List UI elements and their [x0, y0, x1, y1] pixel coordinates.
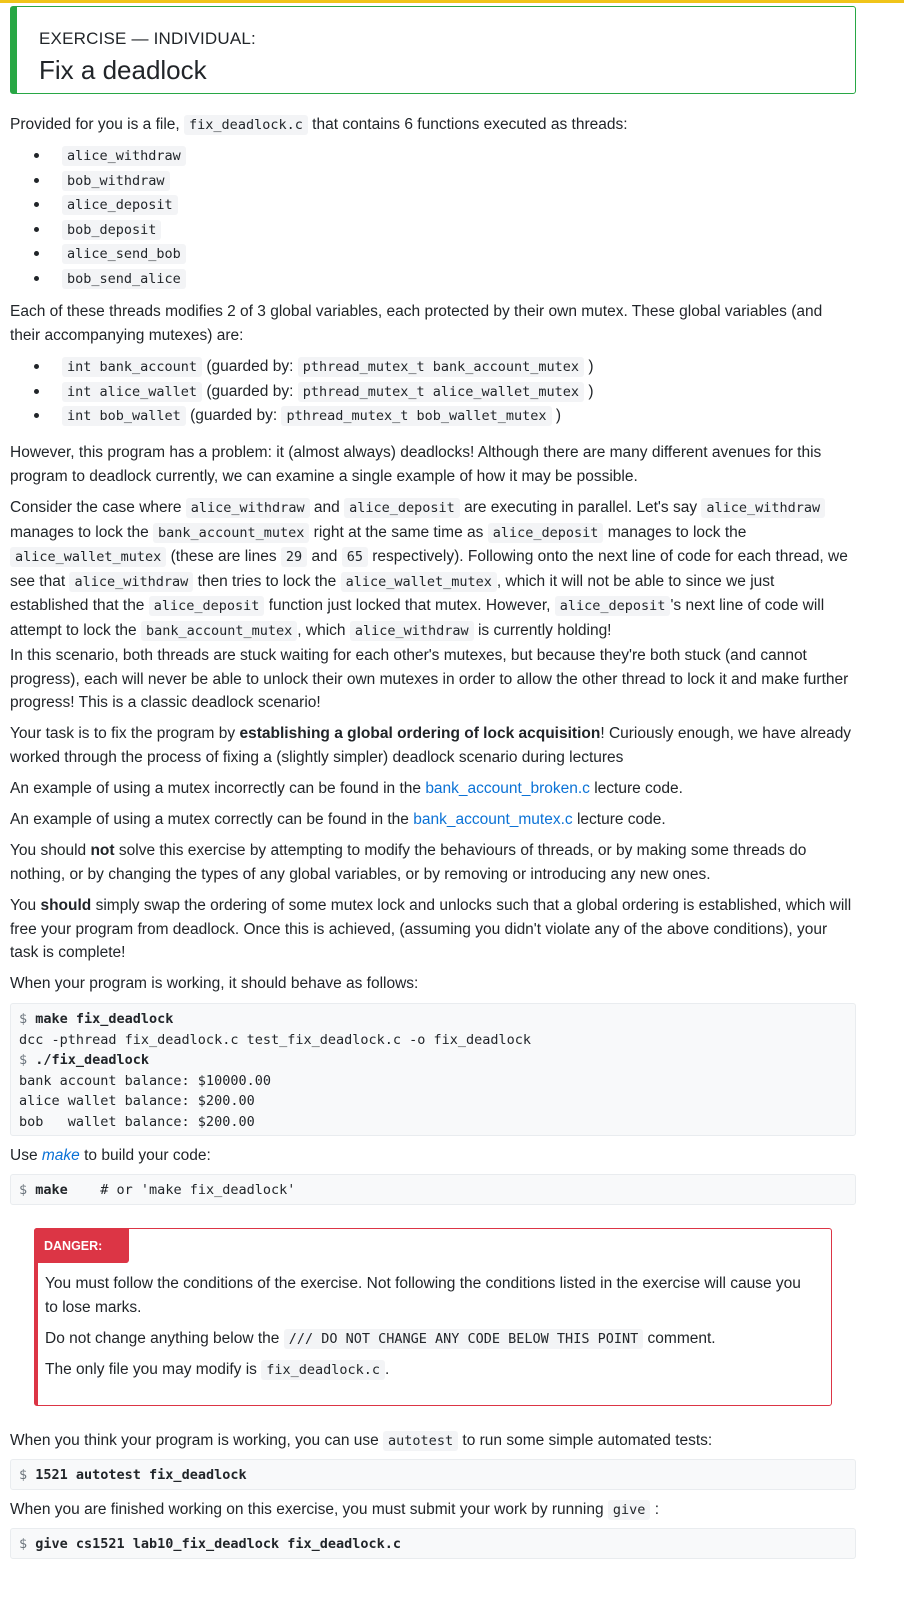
text: and: [311, 548, 338, 565]
should-paragraph: [10, 894, 856, 965]
bold-text: should: [40, 897, 92, 914]
command: make: [35, 1182, 68, 1198]
globals-intro-paragraph: [10, 300, 856, 347]
text: (these are lines: [170, 548, 277, 565]
inline-code: fix_deadlock.c: [261, 1360, 385, 1380]
inline-code: alice_deposit: [149, 596, 265, 616]
intro-text: Provided for you is a file,: [10, 116, 180, 133]
prompt: $: [19, 1052, 36, 1068]
list-item: [62, 242, 856, 267]
globals-intro-text: Each of these threads modifies 2 of 3 global variables, each protected by their own mutex. These global variables (and their accompanying mutexes) are:: [10, 303, 823, 344]
thread-name: bob_send_alice: [62, 269, 186, 289]
list-item: [62, 267, 856, 292]
inline-code: autotest: [383, 1431, 458, 1451]
text: An example of using a mutex correctly can be found in the: [10, 811, 409, 828]
list-item: [62, 404, 856, 429]
text: 's next line of code will attempt to lock the: [10, 597, 825, 639]
autotest-command-block: [10, 1459, 856, 1490]
danger-label: DANGER:: [34, 1228, 129, 1263]
text: When you are finished working on this exercise, you must submit your work by running: [10, 1501, 604, 1518]
intro-text-end: that contains 6 functions executed as threads:: [312, 116, 628, 133]
inline-code: give: [608, 1500, 651, 1520]
prompt: $: [19, 1536, 36, 1552]
prompt: $: [19, 1011, 36, 1027]
command: give cs1521 lab10_fix_deadlock fix_deadlock.c: [35, 1536, 402, 1552]
inline-code: 65: [342, 547, 368, 567]
threads-list: [10, 144, 856, 291]
terminal-output-block: [10, 1003, 856, 1136]
global-mutex: pthread_mutex_t bob_wallet_mutex: [281, 406, 551, 426]
inline-code: alice_withdraw: [701, 498, 825, 518]
list-item: [62, 380, 856, 405]
inline-code: alice_wallet_mutex: [341, 572, 497, 592]
text: An example of using a mutex incorrectly can be found in the: [10, 780, 421, 797]
prompt: $: [19, 1182, 36, 1198]
guard-end: ): [555, 407, 562, 424]
bank-account-mutex-link[interactable]: bank_account_mutex.c: [413, 811, 573, 828]
text: Your task is to fix the program by: [10, 725, 236, 742]
list-item: [62, 169, 856, 194]
inline-code: alice_deposit: [488, 523, 604, 543]
inline-code: alice_deposit: [344, 498, 460, 518]
problem-text: However, this program has a problem: it (almost always) deadlocks! Although there are many different avenues for this program to deadlock currently, we can examine a single example of how it may be possible.: [10, 444, 822, 485]
prompt: $: [19, 1467, 36, 1483]
text: , which it will not be able to since we just established that the: [10, 572, 775, 614]
text: then tries to lock the: [197, 572, 337, 590]
terminal-line: [19, 1050, 847, 1071]
global-var: int bob_wallet: [62, 406, 186, 426]
exercise-header: [10, 6, 856, 94]
guard-text: (guarded by:: [190, 407, 278, 424]
autotest-paragraph: [10, 1429, 856, 1454]
command: ./fix_deadlock: [35, 1052, 150, 1068]
command-comment: # or 'make fix_deadlock': [67, 1182, 296, 1198]
text: You should: [10, 842, 87, 859]
text: lecture code.: [576, 811, 666, 828]
stuck-text: In this scenario, both threads are stuck waiting for each other's mutexes, but because they're both stuck (and cannot progress), each will never be able to unlock their own mutexes in order to allow the other thread to lock it and make further progress! This is a classic deadlock scenario!: [10, 647, 849, 711]
thread-name: bob_withdraw: [62, 171, 170, 191]
exercise-page: [10, 6, 856, 1552]
text: manages to lock the: [607, 523, 747, 541]
text: Consider the case where: [10, 499, 182, 516]
inline-code: alice_withdraw: [69, 572, 193, 592]
list-item: [62, 193, 856, 218]
command: 1521 autotest fix_deadlock: [35, 1467, 247, 1483]
inline-code: /// DO NOT CHANGE ANY CODE BELOW THIS POINT: [284, 1329, 644, 1349]
behave-text: When your program is working, it should behave as follows:: [10, 975, 419, 992]
text: are executing in parallel. Let's say: [464, 499, 698, 516]
bold-text: establishing a global ordering of lock acquisition: [239, 725, 601, 742]
text: When you think your program is working, you can use: [10, 1432, 379, 1449]
global-var: int bank_account: [62, 357, 202, 377]
command: make fix_deadlock: [35, 1011, 174, 1027]
make-link[interactable]: make: [41, 1147, 80, 1164]
terminal-line: alice wallet balance: $200.00: [19, 1093, 255, 1109]
exercise-title: Fix a deadlock: [39, 55, 207, 85]
list-item: [62, 218, 856, 243]
guard-end: ): [588, 358, 594, 375]
text: Use: [10, 1147, 38, 1164]
text: respectively). Following onto the next line of code for each thread, we see that: [10, 548, 848, 590]
globals-list-block: [10, 355, 856, 429]
global-var: int alice_wallet: [62, 382, 202, 402]
inline-code: alice_deposit: [555, 596, 671, 616]
danger-text-3: [45, 1358, 815, 1383]
give-command-block: [10, 1528, 856, 1559]
should-not-paragraph: [10, 839, 856, 886]
list-item: [62, 144, 856, 169]
text: and: [313, 499, 340, 516]
inline-code: alice_withdraw: [350, 621, 474, 641]
inline-code: bank_account_mutex: [141, 621, 297, 641]
terminal-line: dcc -pthread fix_deadlock.c test_fix_deadlock.c -o fix_deadlock: [19, 1031, 532, 1048]
stuck-paragraph: [10, 644, 856, 715]
thread-name: alice_deposit: [62, 195, 178, 215]
text: simply swap the ordering of some mutex lock and unlocks such that a global ordering is established, which will free your program from deadlock. Once this is achieved, (assuming you didn't violate any of the above conditions), your task is complete!: [10, 897, 852, 961]
terminal-line: bob wallet balance: $200.00: [19, 1113, 255, 1130]
inline-code: alice_withdraw: [186, 498, 310, 518]
bank-account-broken-link[interactable]: bank_account_broken.c: [425, 780, 590, 797]
text: comment.: [647, 1330, 716, 1347]
text: .: [385, 1361, 390, 1378]
guard-text: (guarded by:: [206, 382, 294, 400]
make-command-block: [10, 1174, 856, 1205]
guard-text: (guarded by:: [206, 358, 294, 375]
task-paragraph: [10, 722, 856, 769]
file-code: fix_deadlock.c: [184, 115, 308, 135]
text: You: [10, 897, 37, 914]
list-item: [62, 355, 856, 380]
scenario-paragraph: [10, 496, 856, 643]
global-mutex: pthread_mutex_t alice_wallet_mutex: [298, 382, 584, 402]
bold-text: not: [90, 842, 115, 859]
text: , which: [297, 621, 346, 639]
text: to run some simple automated tests:: [462, 1432, 713, 1449]
threads-list-block: [10, 144, 856, 291]
example-broken-paragraph: [10, 777, 856, 801]
text: solve this exercise by attempting to modify the behaviours of threads, or by making some threads do nothing, or by changing the types of any global variables, or by removing or introducing any new ones.: [10, 842, 807, 883]
use-make-paragraph: [10, 1144, 856, 1168]
globals-list: [10, 355, 856, 429]
intro-paragraph: [10, 113, 856, 138]
text: :: [654, 1501, 660, 1518]
text: ! Curiously enough, we have already worked through the process of fixing a (slightly simpler) deadlock scenario during lectures: [10, 725, 852, 766]
terminal-line: bank account balance: $10000.00: [19, 1072, 271, 1089]
text: to build your code:: [84, 1147, 211, 1164]
text: The only file you may modify is: [45, 1361, 257, 1378]
give-paragraph: [10, 1498, 856, 1523]
example-correct-paragraph: [10, 808, 856, 832]
text: lecture code.: [594, 780, 683, 797]
exercise-kicker: EXERCISE — INDIVIDUAL:: [39, 29, 256, 48]
global-mutex: pthread_mutex_t bank_account_mutex: [298, 357, 584, 377]
danger-text-1: You must follow the conditions of the exercise. Not following the conditions listed in the exercise will cause you to lose marks.: [45, 1275, 801, 1316]
text: manages to lock the: [10, 523, 149, 541]
behave-paragraph: [10, 972, 856, 996]
problem-paragraph: [10, 441, 856, 488]
text: Do not change anything below the: [45, 1330, 280, 1347]
danger-text-2: [45, 1327, 815, 1352]
inline-code: alice_wallet_mutex: [10, 547, 166, 567]
text: is currently holding!: [477, 621, 612, 639]
terminal-line: [19, 1009, 847, 1030]
danger-callout: [34, 1228, 832, 1406]
text: function just locked that mutex. However,: [268, 597, 551, 614]
inline-code: 29: [281, 547, 307, 567]
thread-name: alice_send_bob: [62, 244, 186, 264]
thread-name: alice_withdraw: [62, 146, 186, 166]
thread-name: bob_deposit: [62, 220, 161, 240]
top-accent-bar: [0, 0, 904, 3]
text: right at the same time as: [313, 523, 484, 541]
inline-code: bank_account_mutex: [153, 523, 309, 543]
guard-end: ): [588, 382, 594, 400]
